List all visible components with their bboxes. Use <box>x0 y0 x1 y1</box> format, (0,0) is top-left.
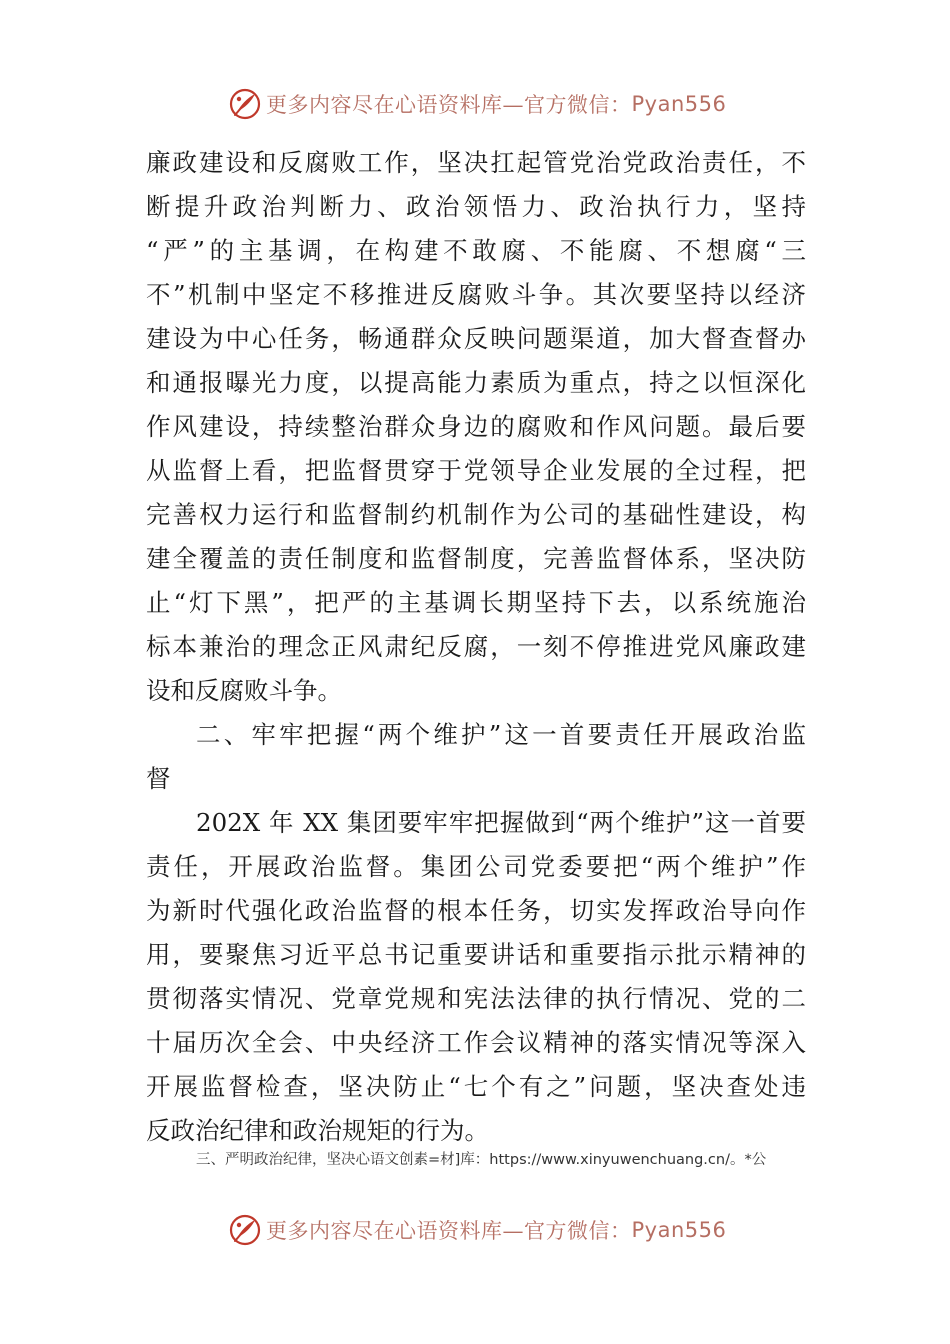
text-line: 从监督上看，把监督贯穿于党领导企业发展的全过程，把 <box>146 456 806 485</box>
source-footnote: 三、严明政治纪律，坚决心语文创素=材]库：https://www.xinyuwenchuang.cn/。*公 <box>196 1152 767 1168</box>
heading-line: 二、牢牢把握“两个维护”这一首要责任开展政治监 <box>196 720 806 749</box>
text-line: 202X 年 XX 集团要牢牢把握做到“两个维护”这一首要 <box>196 808 806 837</box>
text-line: 廉政建设和反腐败工作，坚决扛起管党治党政治责任，不 <box>146 148 806 177</box>
text-line: 完善权力运行和监督制约机制作为公司的基础性建设，构 <box>146 500 806 529</box>
paragraph-1 <box>146 141 806 713</box>
text-line: 作风建设，持续整治群众身边的腐败和作风问题。最后要 <box>146 412 806 441</box>
text-line: 断提升政治判断力、政治领悟力、政治执行力，坚持 <box>146 192 806 221</box>
text-line: 设和反腐败斗争。 <box>146 676 342 705</box>
header-banner <box>228 86 726 122</box>
text-line: 建设为中心任务，畅通群众反映问题渠道，加大督查督办 <box>146 324 806 353</box>
text-line: 十届历次全会、中央经济工作会议精神的落实情况等深入 <box>146 1028 806 1057</box>
text-line: 和通报曝光力度，以提高能力素质为重点，持之以恒深化 <box>146 368 806 397</box>
document-body <box>146 141 806 1153</box>
banner-text: 更多内容尽在心语资料库—官方微信： <box>266 1219 632 1243</box>
quill-logo-icon <box>228 1213 262 1247</box>
heading-line: 督 <box>146 764 171 793</box>
banner-wechat-id: Pyan556 <box>631 1218 727 1242</box>
text-line: 标本兼治的理念正风肃纪反腐，一刻不停推进党风廉政建 <box>146 632 806 661</box>
section-heading <box>146 713 806 801</box>
text-line: 为新时代强化政治监督的根本任务，切实发挥政治导向作 <box>146 896 806 925</box>
text-line: 用，要聚焦习近平总书记重要讲话和重要指示批示精神的 <box>146 940 806 969</box>
text-line: 贯彻落实情况、党章党规和宪法法律的执行情况、党的二 <box>146 984 806 1013</box>
text-line: 责任，开展政治监督。集团公司党委要把“两个维护”作 <box>146 852 806 881</box>
banner-text: 更多内容尽在心语资料库—官方微信： <box>266 93 632 117</box>
text-line: 开展监督检查，坚决防止“七个有之”问题，坚决查处违 <box>146 1072 806 1101</box>
banner-wechat-id: Pyan556 <box>631 92 727 116</box>
text-line: 建全覆盖的责任制度和监督制度，完善监督体系，坚决防 <box>146 544 806 573</box>
quill-logo-icon <box>228 87 262 121</box>
text-line: “严”的主基调，在构建不敢腐、不能腐、不想腐“三 <box>146 236 806 265</box>
text-line: 不”机制中坚定不移推进反腐败斗争。其次要坚持以经济 <box>146 280 806 309</box>
footer-banner <box>228 1212 726 1248</box>
text-line: 反政治纪律和政治规矩的行为。 <box>146 1116 489 1145</box>
text-line: 止“灯下黑”，把严的主基调长期坚持下去，以系统施治 <box>146 588 806 617</box>
paragraph-2 <box>146 801 806 1153</box>
